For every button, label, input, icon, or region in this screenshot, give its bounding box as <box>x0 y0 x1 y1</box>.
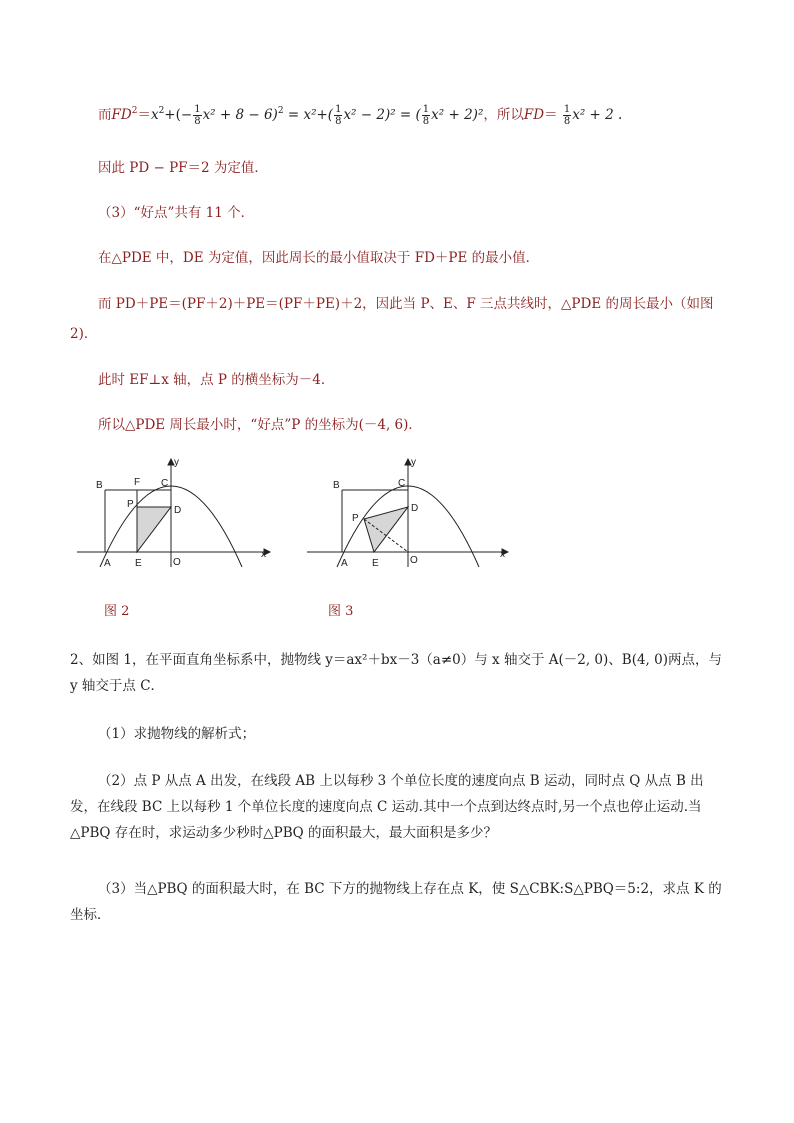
problem2-q3: （3）当△PBQ 的面积最大时，在 BC 下方的抛物线上存在点 K，使 S△CBK:S△PBQ＝5:2，求点 K 的坐标． <box>70 881 722 923</box>
label-y: y <box>411 457 416 468</box>
triangle-pde <box>137 507 171 552</box>
label-f: F <box>134 477 141 488</box>
label-x: x <box>261 549 266 560</box>
label-y: y <box>174 457 179 468</box>
label-p: P <box>127 499 134 510</box>
fd-formula-line: 而$FD^2=x^2+(-$ $\frac{1}{8}$ x² + 8 − 6)$^2$ = x²+( $\frac{1}{8}$ x² − 2)² = ( $\frac{1}{8}$ x² + 2)²，所以FD＝ $\frac{1}{8}$ x² + 2 . <box>98 104 623 127</box>
fraction-1-8: $\frac{1}{8}$ <box>194 104 201 127</box>
label-e: E <box>135 558 142 569</box>
label-d: D <box>174 505 182 516</box>
fd-lhs-2: FD <box>523 107 545 123</box>
eq-3: = ( <box>395 107 421 123</box>
label-b: B <box>96 480 103 491</box>
fraction-1-8-d: $\frac{1}{8}$ <box>563 104 571 127</box>
label-a: A <box>341 558 348 569</box>
label-x: x <box>500 549 505 560</box>
label-d: D <box>411 503 419 514</box>
sum-line-1: 而 PD＋PE＝(PF＋2)＋PE＝(PF＋PE)＋2，因此当 P、E、F 三点共线时，△PDE 的周长最小（如图 <box>98 296 714 312</box>
label-c: C <box>398 478 406 489</box>
eq-4: ＝ <box>544 107 562 123</box>
so-text: ，所以 <box>483 107 524 123</box>
label-e: E <box>372 558 379 569</box>
pde-line: 在△PDE 中，DE 为定值，因此周长的最小值取决于 FD＋PE 的最小值． <box>98 250 540 266</box>
fraction-1-8-b: $\frac{1}{8}$ <box>335 104 342 127</box>
term-3: x² − 2)² <box>343 107 396 123</box>
label-o: O <box>173 557 181 568</box>
fd-lhs: FD <box>111 107 132 123</box>
figure-2 <box>72 455 282 580</box>
eq-2: = x²+( <box>283 107 334 123</box>
problem2-q1: （1）求抛物线的解析式； <box>98 726 256 742</box>
figure-3 <box>302 455 517 580</box>
label-b: B <box>333 480 340 491</box>
plus-paren: +(− <box>164 107 193 123</box>
term-2: x² + 8 − 6) <box>202 107 278 123</box>
term-4: x² + 2)² <box>431 107 484 123</box>
caption-fig3: 图 3 <box>328 604 354 619</box>
term-x: x <box>150 107 159 123</box>
good-points-line: （3）“好点”共有 11 个． <box>98 205 255 221</box>
term-5: x² + 2 . <box>572 107 623 123</box>
problem2-q2: （2）点 P 从点 A 出发，在线段 AB 上以每秒 3 个单位长度的速度向点 B 运动，同时点 Q 从点 B 出发，在线段 BC 上以每秒 1 个单位长度的速度向点 C 运动.其中一个点到达终点时,另一个点也停止运动.当△PBQ 存在时，求运动多少秒时△PBQ 的面积最大，最大面积是多少？ <box>70 773 704 841</box>
label-c: C <box>161 478 169 489</box>
problem2-intro: 2、如图 1，在平面直角坐标系中，抛物线 y＝ax²＋bx－3（a≠0）与 x 轴交于 A(－2, 0)、B(4, 0)两点，与 y 轴交于点 C． <box>70 652 723 694</box>
eq-sign: ＝ <box>137 107 151 123</box>
fd-prefix: 而 <box>98 107 112 123</box>
caption-fig2: 图 2 <box>104 604 130 619</box>
label-a: A <box>104 558 111 569</box>
min-line: 所以△PDE 周长最小时，“好点”P 的坐标为(－4, 6)． <box>98 417 422 433</box>
triangle-pde <box>364 507 408 552</box>
label-p: P <box>352 513 359 524</box>
pd-line: 因此 PD − PF＝2 为定值． <box>98 160 268 176</box>
sum-line-2: 2)． <box>70 326 98 342</box>
fraction-1-8-c: $\frac{1}{8}$ <box>422 104 430 127</box>
ef-line: 此时 EF⊥x 轴，点 P 的横坐标为－4． <box>98 372 335 388</box>
label-o: O <box>410 555 418 566</box>
